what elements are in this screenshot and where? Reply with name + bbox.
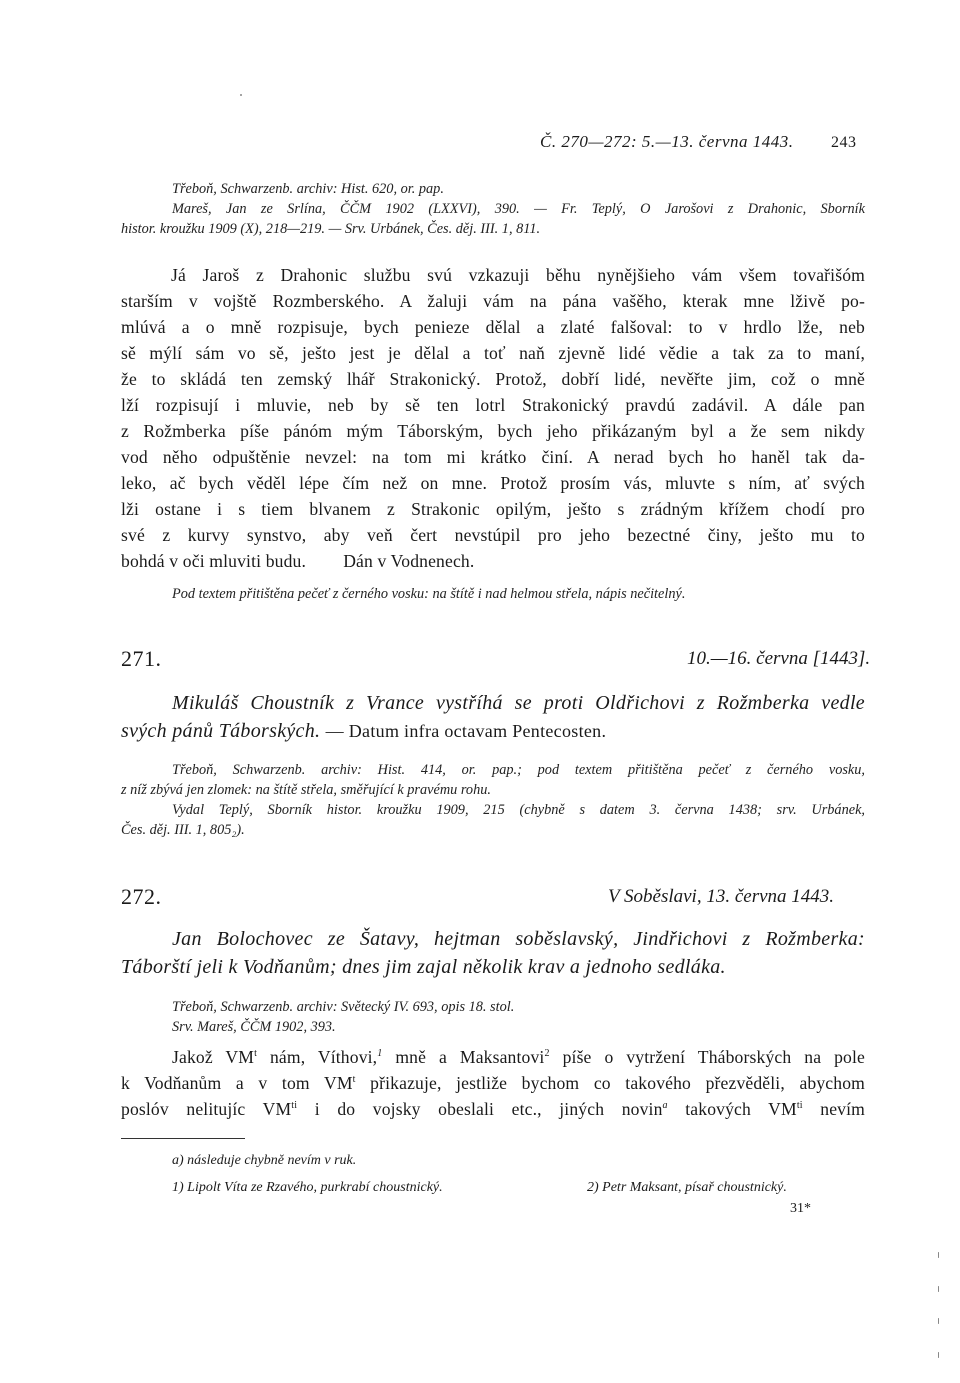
page-number: 243 (831, 134, 857, 151)
text-line: lží rozpisují i mluvie, neb by sě ten lotrl Strakonický pravdú zadávil. A dále pan (121, 395, 865, 415)
source-line: histor. kroužku 1909 (X), 218—219. — Srv. Urbánek, Čes. děj. III. 1, 811. (121, 221, 541, 237)
document-date: 10.—16. června [1443]. (687, 648, 871, 669)
footnote-rule (121, 1138, 245, 1139)
text-line: lži ostane i s tiem blvanem z Strakonic opilým, ješto s zrádným křížem chodí pro (121, 499, 865, 519)
footnote: 2) Petr Maksant, písař choustnický. (587, 1180, 787, 1195)
text-line: bohdá v oči mluviti budu. (121, 551, 307, 571)
source-line: Třeboň, Schwarzenb. archiv: Hist. 620, or. pap. (172, 181, 444, 197)
running-title: Č. 270—272: 5.—13. června 1443. (540, 132, 794, 151)
regest: Táborští jeli k Vodňanům; dnes jim zajal několik krav a jednoho sedláka. (121, 956, 726, 978)
document-number: 271. (121, 646, 162, 671)
signature-mark: 31* (790, 1201, 811, 1216)
scan-speck (240, 94, 242, 96)
source-line: Třeboň, Schwarzenb. archiv: Světecký IV. 693, opis 18. stol. (172, 999, 515, 1015)
scan-speck (938, 1318, 939, 1324)
footnote: 1) Lipolt Víta ze Rzavého, purkrabí choustnický. (172, 1180, 443, 1195)
regest: svých pánů Táborských. — Datum infra octavam Pentecosten. (121, 720, 607, 742)
source-line: z níž zbývá jen zlomek: na štítě střela, směřující k pravému rohu. (121, 782, 491, 798)
text-line: k Vodňanům a v tom $VM^t$ přikazuje, jestliže bychom co takového přezvěděli, abychom (121, 1073, 865, 1093)
source-line: Mareš, Jan ze Srlína, ČČM 1902 (LXXVI), 390. — Fr. Teplý, O Jarošovi z Drahonic, Sborník (172, 201, 865, 217)
text-line: Jakož $VM^t$ nám, Víthovi,$^1$ mně a Maksantovi$^2$ píše o vytržení Tháborských na pole (172, 1047, 865, 1067)
text-line: sě mýlí sám vo sě, ješto jest je dělal a toť naň zjevně lidé vědie a tak za to maní, (121, 343, 865, 363)
regest: Mikuláš Choustník z Vrance vystříhá se proti Oldřichovi z Rožmberka vedle (172, 692, 865, 714)
document-number: 272. (121, 884, 162, 909)
text-line: Já Jaroš z Drahonic službu svú vzkazuji běhu nynějšieho vám všem tovařišóm (171, 265, 865, 285)
text-line: že to skládá ten zemský lhář Strakonický. Protož, dobří lidé, nevěřte jim, což o mně (121, 369, 865, 389)
source-line: Vydal Teplý, Sborník histor. kroužku 1909, 215 (chybně s datem 3. června 1438; srv. Urbánek, (172, 802, 865, 818)
scan-speck (938, 1252, 939, 1258)
closing-line: Dán v Vodnenech. (343, 551, 475, 571)
text-line: poslóv nelitujíc $VM^{ti}$ i do vojsky obeslali etc., jiných novin$^a$ takových $VM^{ti}$ nevím (121, 1099, 865, 1119)
text-line: leko, ač bych věděl lépe čím než on mne. Protož prosím vás, mluvte s ním, ať svých (121, 473, 865, 493)
document-date: V Soběslavi, 13. června 1443. (608, 886, 835, 907)
regest: Jan Bolochovec ze Šatavy, hejtman soběslavský, Jindřichovi z Rožmberka: (172, 928, 865, 950)
scan-speck (938, 1352, 939, 1358)
text-line: své z kurvy synstvo, aby veň čert nevstúpil pro jeho bezectné činy, ješto mu to (121, 525, 865, 545)
text-line: starším v vojště Rozmberského. A žaluji vám na pána vašěho, kterak mne lživě po- (121, 291, 865, 311)
source-line: Srv. Mareš, ČČM 1902, 393. (172, 1019, 336, 1035)
source-line: Třeboň, Schwarzenb. archiv: Hist. 414, or. pap.; pod textem přitištěna pečeť z černého vosku, (172, 762, 865, 778)
seal-note: Pod textem přitištěna pečeť z černého vosku: na štítě i nad helmou střela, nápis nečitelný. (172, 586, 686, 602)
source-line: Čes. děj. III. 1, 805₂). (121, 822, 245, 838)
text-line: z Rožmberka píše pánóm mým Táborským, bych jeho přikázaným byl a že sem nikdy (121, 421, 865, 441)
scan-speck (938, 1286, 939, 1292)
text-line: mlúvá a o mně rozpisuje, bych penieze dělal a zlaté falšoval: to v hrdlo lže, neb (121, 317, 865, 337)
footnote: a) následuje chybně nevím v ruk. (172, 1153, 357, 1168)
text-line: vod něho odpuštěnie nevzel: na tom mi krátko činí. A nerad bych ho haněl tak da- (121, 447, 865, 467)
